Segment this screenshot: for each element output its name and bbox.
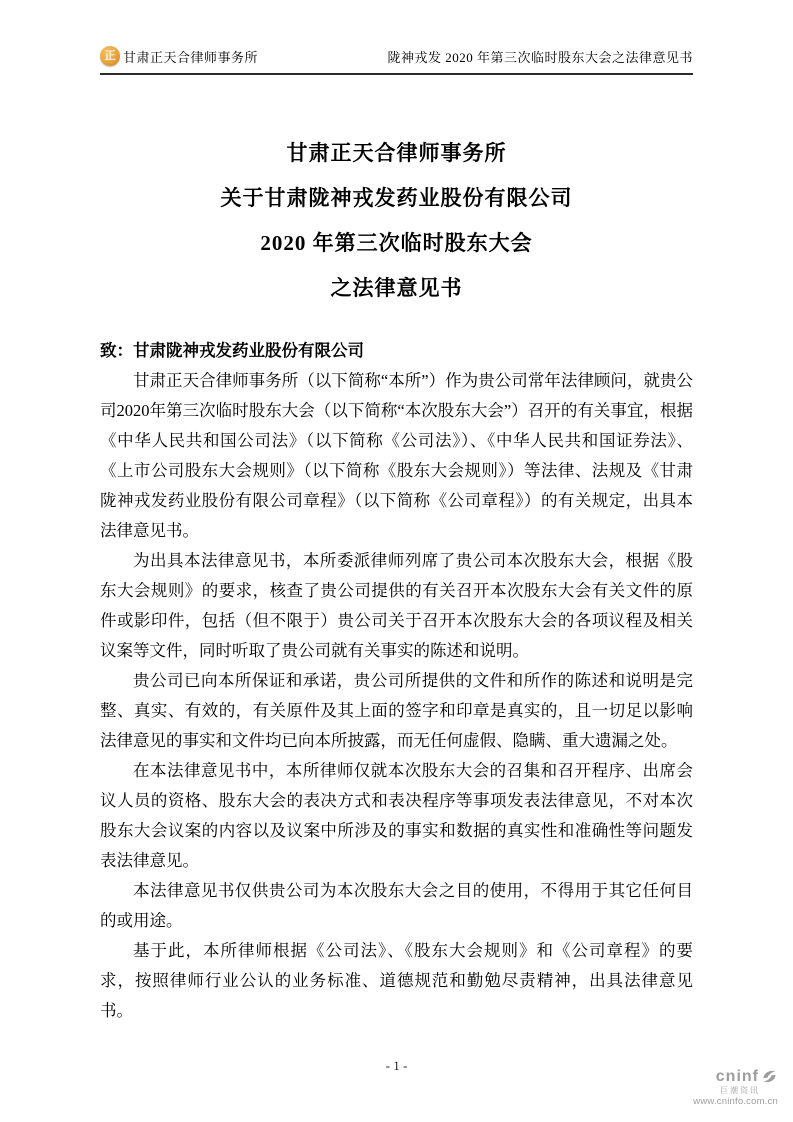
- header-doc-title: 陇神戎发 2020 年第三次临时股东大会之法律意见书: [387, 50, 693, 65]
- header-firm-block: [100, 46, 258, 66]
- page-number: - 1 -: [385, 1058, 408, 1073]
- document-title: [100, 131, 693, 311]
- body-paragraph: 本法律意见书仅供贵公司为本次股东大会之目的使用，不得用于其它任何目的或用途。: [100, 881, 693, 930]
- title-line-4: 之法律意见书: [330, 276, 463, 300]
- body-paragraph: 在本法律意见书中，本所律师仅就本次股东大会的召集和召开程序、出席会议人员的资格、股东大会的表决方式和表决程序等事项发表法律意见，不对本次股东大会议案的内容以及议案中所涉及的事实和数据的真实性和准确性等问题发表法律意见。: [100, 761, 693, 870]
- cninfo-swirl-icon: [761, 1068, 778, 1085]
- document-body: [100, 336, 693, 1026]
- cninfo-watermark: [693, 1068, 778, 1108]
- body-paragraph: 甘肃正天合律师事务所（以下简称“本所”）作为贵公司常年法律顾问，就贵公司2020年第三次临时股东大会（以下简称“本次股东大会”）召开的有关事宜，根据《中华人民共和国公司法》（以下简称《公司法》）、《中华人民共和国证券法》、《上市公司股东大会规则》（以下简称《股东大会规则》）等法律、法规及《甘肃陇神戎发药业股份有限公司章程》（以下简称《公司章程》）的有关规定，出具本法律意见书。: [100, 371, 693, 540]
- body-paragraph: 基于此，本所律师根据《公司法》、《股东大会规则》和《公司章程》的要求，按照律师行业公认的业务标准、道德规范和勤勉尽责精神，出具法律意见书。: [100, 941, 693, 1020]
- page-header: [100, 46, 693, 75]
- header-firm-name: 甘肃正天合律师事务所: [123, 49, 259, 65]
- cninfo-brand-row: [693, 1068, 778, 1086]
- law-firm-logo-icon: 正: [100, 46, 120, 66]
- cninfo-brand-text: cninf: [715, 1068, 759, 1085]
- title-line-1: 甘肃正天合律师事务所: [286, 141, 507, 165]
- title-line-2: 关于甘肃陇神戎发药业股份有限公司: [220, 186, 573, 210]
- body-paragraph: 为出具本法律意见书，本所委派律师列席了贵公司本次股东大会，根据《股东大会规则》的要求，核查了贵公司提供的有关召开本次股东大会有关文件的原件或影印件，包括（但不限于）贵公司关于召开本次股东大会的各项议程及相关议案等文件，同时听取了贵公司就有关事实的陈述和说明。: [100, 551, 693, 660]
- title-line-3: 2020 年第三次临时股东大会: [260, 231, 533, 255]
- salutation-line: 致：甘肃陇神戎发药业股份有限公司: [100, 341, 364, 360]
- cninfo-chinese-name: 巨潮资讯: [720, 1085, 760, 1095]
- body-paragraph: 贵公司已向本所保证和承诺，贵公司所提供的文件和所作的陈述和说明是完整、真实、有效的，有关原件及其上面的签字和印章是真实的，且一切足以影响法律意见的事实和文件均已向本所披露，而无任何虚假、隐瞒、重大遗漏之处。: [100, 671, 693, 750]
- cninfo-url: www.cninfo.com.cn: [693, 1096, 778, 1108]
